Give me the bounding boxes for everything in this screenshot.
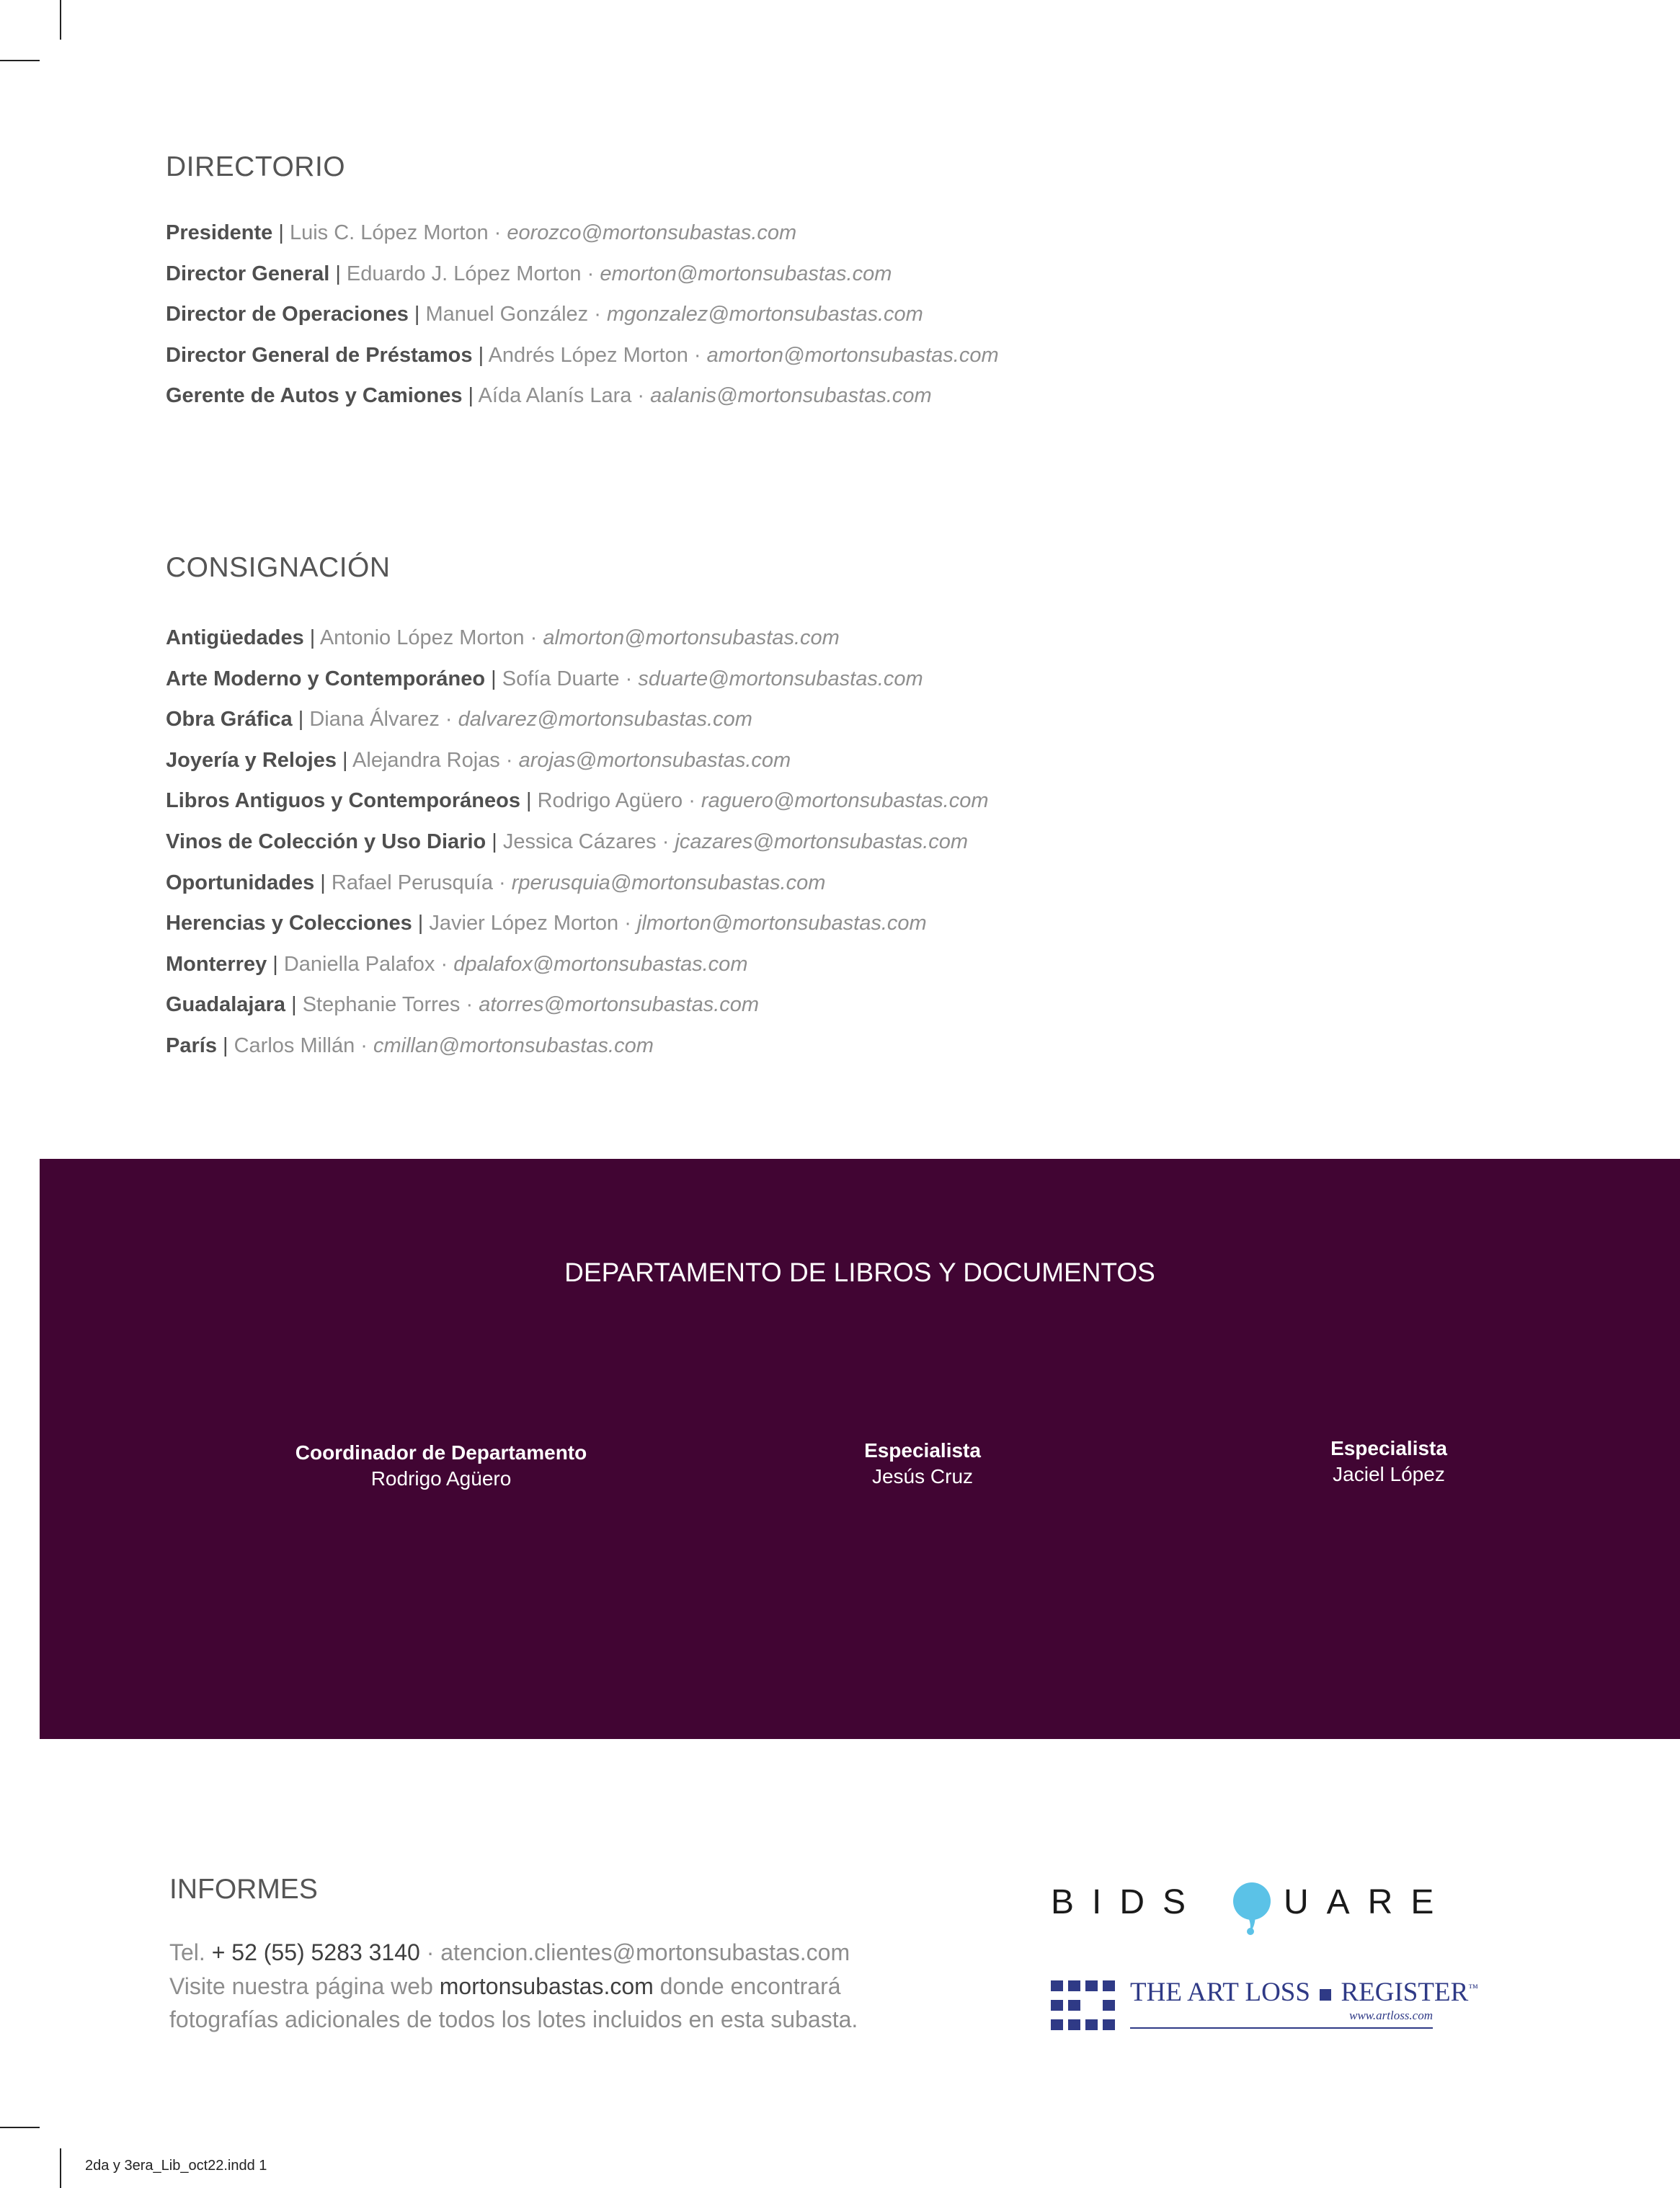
entry-email[interactable]: arojas@mortonsubastas.com — [518, 748, 791, 772]
informes-title: INFORMES — [169, 1874, 318, 1905]
crop-mark-bottom-vertical — [60, 2148, 61, 2188]
art-loss-register-title — [1130, 1977, 1478, 2008]
entry-role: Gerente de Autos y Camiones — [166, 384, 463, 407]
entry-name: Rodrigo Agüero — [537, 789, 683, 813]
directory-entry — [166, 903, 989, 944]
entry-dot: · — [588, 303, 607, 326]
directory-entry — [166, 294, 999, 335]
visit-text: Visite nuestra página web — [169, 1973, 440, 1999]
entry-name: Stephanie Torres — [302, 993, 461, 1017]
informes-text — [169, 1936, 1034, 2037]
staff-role: Especialista — [864, 1439, 981, 1462]
directory-entry — [166, 375, 999, 417]
entry-dot: · — [492, 871, 512, 894]
entry-separator: | — [292, 708, 310, 731]
directory-entry — [166, 984, 989, 1026]
bidsquare-left-text: BIDS — [1051, 1883, 1204, 1921]
entry-dot: · — [688, 343, 707, 367]
department-title: DEPARTAMENTO DE LIBROS Y DOCUMENTOS — [564, 1258, 1155, 1287]
entry-role: Herencias y Colecciones — [166, 912, 412, 935]
entry-name: Luis C. López Morton — [289, 221, 489, 244]
entry-separator: | — [303, 626, 320, 649]
entry-name: Diana Álvarez — [309, 708, 440, 731]
entry-separator: | — [336, 748, 353, 772]
crop-mark-top-horizontal — [0, 60, 40, 61]
entry-name: Manuel González — [425, 303, 589, 326]
entry-role: Antigüedades — [166, 626, 304, 649]
directorio-title: DIRECTORIO — [166, 151, 346, 182]
staff-name: Jaciel López — [1333, 1463, 1445, 1485]
directory-entry — [166, 254, 999, 295]
staff-role: Especialista — [1330, 1437, 1447, 1459]
entry-separator: | — [462, 384, 479, 407]
alr-title-a: THE ART LOSS — [1130, 1978, 1310, 2007]
entry-dot: · — [618, 912, 637, 935]
entry-email[interactable]: amorton@mortonsubastas.com — [706, 343, 999, 367]
entry-dot: · — [439, 708, 458, 731]
entry-separator: | — [314, 871, 332, 894]
entry-name: Carlos Millán — [234, 1033, 355, 1057]
art-loss-register-grid-icon — [1051, 1980, 1116, 2031]
entry-role: Monterrey — [166, 952, 267, 976]
entry-email[interactable]: jcazares@mortonsubastas.com — [675, 830, 969, 853]
bidsquare-drop-icon — [1231, 1881, 1273, 1936]
entry-name: Daniella Palafox — [283, 952, 435, 976]
entry-role: Director de Operaciones — [166, 303, 409, 326]
entry-dot: · — [683, 789, 701, 813]
bidsquare-right-text: UARE — [1284, 1883, 1452, 1921]
entry-email[interactable]: almorton@mortonsubastas.com — [543, 626, 840, 649]
alr-trademark: ™ — [1468, 1983, 1478, 1994]
entry-separator: | — [520, 789, 538, 813]
art-loss-register-logo — [1051, 1977, 1478, 2034]
informes-line-2 — [169, 1970, 1034, 2004]
entry-email[interactable]: dpalafox@mortonsubastas.com — [453, 952, 748, 976]
directory-entry — [166, 699, 989, 740]
crop-mark-top-vertical — [60, 0, 61, 40]
entry-role: Presidente — [166, 221, 273, 244]
entry-role: París — [166, 1033, 217, 1057]
entry-separator: | — [267, 952, 284, 976]
entry-email[interactable]: jlmorton@mortonsubastas.com — [636, 912, 927, 935]
entry-role: Libros Antiguos y Contemporáneos — [166, 789, 520, 813]
entry-dot: · — [355, 1033, 373, 1057]
staff-role: Coordinador de Departamento — [295, 1441, 587, 1464]
entry-email[interactable]: cmillan@mortonsubastas.com — [373, 1033, 654, 1057]
directory-entry — [166, 335, 999, 376]
entry-dot: · — [581, 262, 600, 285]
consignacion-list — [166, 618, 989, 1067]
entry-separator: | — [216, 1033, 234, 1057]
staff-name: Jesús Cruz — [871, 1465, 974, 1487]
directory-entry — [166, 863, 989, 904]
entry-email[interactable]: aalanis@mortonsubastas.com — [650, 384, 932, 407]
entry-name: Aída Alanís Lara — [478, 384, 632, 407]
entry-dot: · — [619, 667, 639, 690]
entry-separator: | — [329, 262, 347, 285]
directory-entry — [166, 944, 989, 985]
entry-role: Guadalajara — [166, 993, 286, 1017]
consignacion-title: CONSIGNACIÓN — [166, 552, 391, 583]
alr-square-icon — [1320, 1989, 1331, 2001]
entry-name: Jessica Cázares — [502, 830, 657, 853]
entry-separator: | — [486, 830, 503, 853]
file-slug: 2da y 3era_Lib_oct22.indd 1 — [85, 2158, 267, 2174]
entry-name: Javier López Morton — [429, 912, 619, 935]
visit-text-suffix: donde encontrará — [653, 1973, 841, 1999]
entry-dot: · — [460, 993, 479, 1017]
staff-specialist-2 — [1187, 1436, 1591, 1487]
directory-entry — [166, 659, 989, 700]
directory-entry — [166, 740, 989, 781]
entry-dot: · — [435, 952, 454, 976]
department-band — [40, 1159, 1680, 1739]
entry-name: Antonio López Morton — [319, 626, 525, 649]
entry-email[interactable]: sduarte@mortonsubastas.com — [638, 667, 923, 690]
entry-name: Eduardo J. López Morton — [346, 262, 582, 285]
entry-role: Director General — [166, 262, 330, 285]
entry-role: Arte Moderno y Contemporáneo — [166, 667, 486, 690]
entry-separator: | — [412, 912, 430, 935]
directorio-list — [166, 213, 999, 417]
entry-separator: | — [408, 303, 426, 326]
entry-role: Vinos de Colección y Uso Diario — [166, 830, 486, 853]
directory-entry — [166, 1026, 989, 1067]
website-link[interactable]: mortonsubastas.com — [439, 1973, 654, 1999]
directory-entry — [166, 618, 989, 659]
staff-specialist-1 — [721, 1438, 1124, 1490]
art-loss-register-url[interactable]: www.artloss.com — [1349, 2009, 1433, 2022]
staff-name: Rodrigo Agüero — [370, 1467, 512, 1490]
entry-dot: · — [488, 221, 507, 244]
contact-email[interactable]: · atencion.clientes@mortonsubastas.com — [419, 1939, 850, 1965]
entry-name: Alejandra Rojas — [352, 748, 500, 772]
crop-mark-bottom-horizontal — [0, 2127, 40, 2128]
entry-dot: · — [524, 626, 543, 649]
entry-separator: | — [485, 667, 502, 690]
tel-label: Tel. — [169, 1939, 212, 1965]
entry-email[interactable]: eorozco@mortonsubastas.com — [507, 221, 797, 244]
entry-email[interactable]: mgonzalez@mortonsubastas.com — [606, 303, 923, 326]
entry-role: Oportunidades — [166, 871, 315, 894]
phone-number[interactable]: + 52 (55) 5283 3140 — [211, 1939, 420, 1965]
entry-dot: · — [656, 830, 675, 853]
informes-line-3: fotografías adicionales de todos los lotes incluidos en esta subasta. — [169, 2006, 858, 2032]
entry-role: Joyería y Relojes — [166, 748, 337, 772]
entry-dot: · — [631, 384, 651, 407]
staff-coordinator — [239, 1440, 643, 1492]
entry-email[interactable]: atorres@mortonsubastas.com — [479, 993, 760, 1017]
entry-name: Rafael Perusquía — [331, 871, 493, 894]
entry-email[interactable]: dalvarez@mortonsubastas.com — [458, 708, 752, 731]
entry-role: Obra Gráfica — [166, 708, 293, 731]
entry-separator: | — [272, 221, 290, 244]
directory-entry — [166, 781, 989, 822]
art-loss-register-underline — [1130, 2027, 1433, 2029]
entry-email[interactable]: emorton@mortonsubastas.com — [600, 262, 892, 285]
entry-name: Andrés López Morton — [488, 343, 688, 367]
directory-entry — [166, 822, 989, 863]
entry-role: Director General de Préstamos — [166, 343, 473, 367]
entry-email[interactable]: raguero@mortonsubastas.com — [701, 789, 989, 813]
informes-line-1 — [169, 1936, 1034, 1970]
alr-title-b: REGISTER — [1341, 1978, 1469, 2007]
entry-dot: · — [499, 748, 519, 772]
entry-separator: | — [285, 993, 303, 1017]
bidsquare-logo — [1051, 1874, 1462, 1939]
entry-name: Sofía Duarte — [502, 667, 620, 690]
directory-entry — [166, 213, 999, 254]
entry-separator: | — [472, 343, 489, 367]
entry-email[interactable]: rperusquia@mortonsubastas.com — [511, 871, 826, 894]
